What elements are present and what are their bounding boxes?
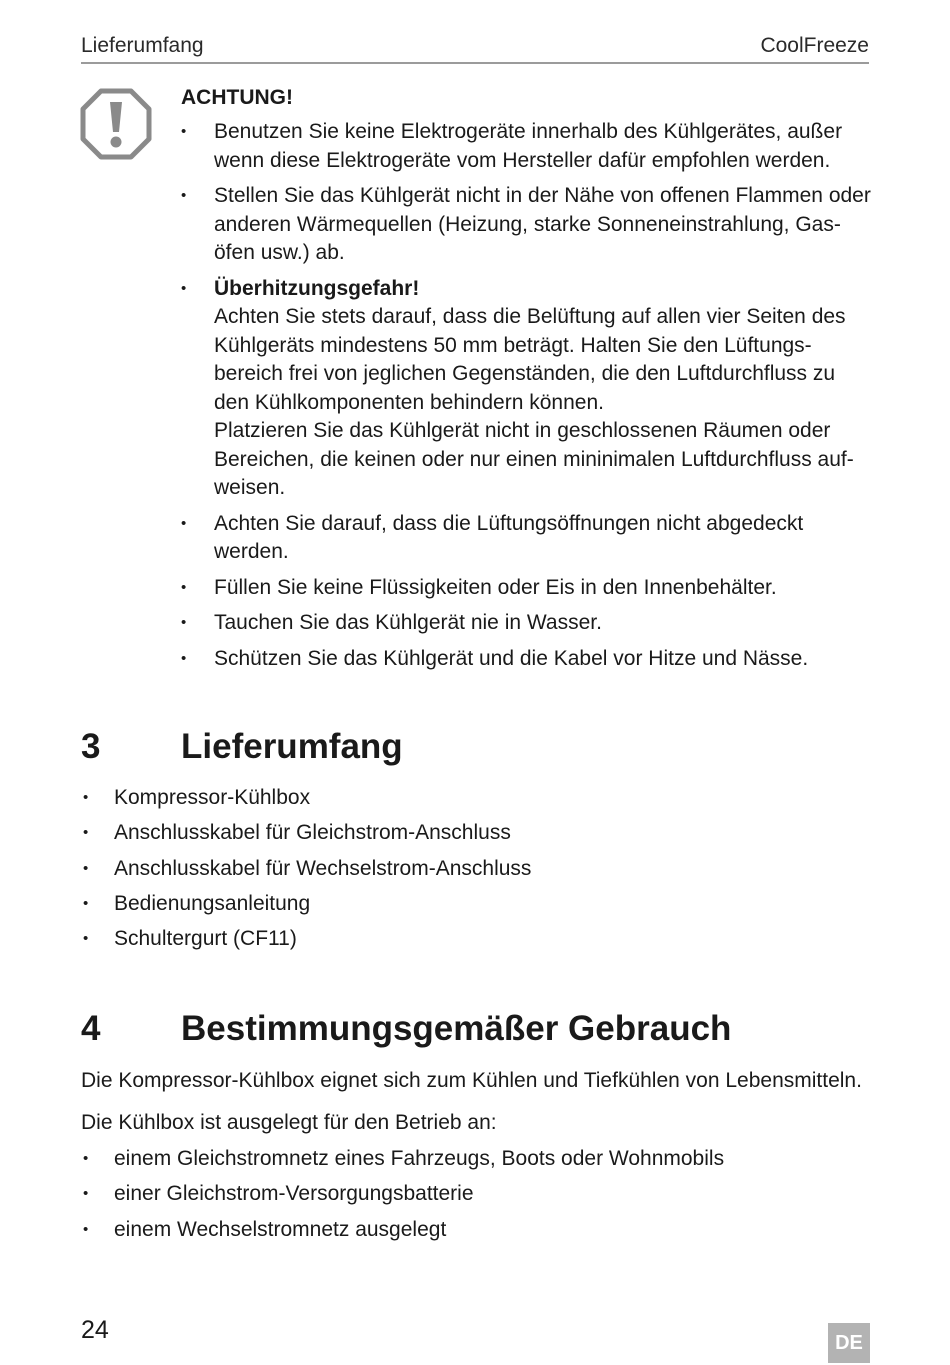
warning-item-line: • Tauchen Sie das Kühlgerät nie in Wasser.: [214, 611, 602, 634]
warning-item-line: • Schützen Sie das Kühlgerät und die Kabel vor Hitze und Nässe.: [214, 646, 809, 670]
warning-item: [181, 510, 871, 567]
page-number: 24: [81, 1316, 109, 1344]
warning-item-line: • Benutzen Sie keine Elektrogeräte innerhalb des Kühlgerätes, außer: [214, 120, 843, 143]
list-item: • Kompressor-Kühlbox: [81, 784, 871, 812]
warning-item-line: • Achten Sie darauf, dass die Lüftungsöffnungen nicht abgedeckt: [214, 511, 804, 535]
power-source-list: [81, 1145, 871, 1251]
warning-item-line: Kühlgeräts mindestens 50 mm beträgt. Halten Sie den Lüftungs-: [214, 333, 812, 357]
section-title: Bestimmungsgemäßer Gebrauch: [181, 1009, 732, 1048]
page-header: [81, 30, 869, 64]
section-number: 3: [81, 727, 101, 766]
warning-item-line: bereich frei von jeglichen Gegenständen, die den Luftdurchfluss zu: [214, 362, 836, 385]
running-head-section: Lieferumfang: [81, 34, 204, 57]
warning-item-line: Bereichen, die keinen oder nur einen mininimalen Luftdurchfluss auf-: [214, 447, 854, 471]
warning-item: [181, 275, 871, 503]
warning-item: [181, 609, 871, 638]
list-item: • einer Gleichstrom-Versorgungsbatterie: [81, 1180, 871, 1208]
list-item: • einem Wechselstromnetz ausgelegt: [81, 1216, 871, 1244]
warning-item-line: den Kühlkomponenten behindern können.: [214, 390, 604, 414]
list-item: • Anschlusskabel für Wechselstrom-Anschluss: [81, 855, 871, 883]
warning-item-line: • Füllen Sie keine Flüssigkeiten oder Eis in den Innenbehälter.: [214, 575, 777, 599]
intended-use-paragraph: Die Kompressor-Kühlbox eignet sich zum Kühlen und Tiefkühlen von Lebensmitteln.: [81, 1069, 862, 1092]
operation-paragraph: Die Kühlbox ist ausgelegt für den Betrieb an:: [81, 1111, 497, 1134]
warning-block: [181, 84, 871, 680]
warning-item-line: anderen Wärmequellen (Heizung, starke Sonneneinstrahlung, Gas-: [214, 212, 841, 236]
warning-title: ACHTUNG!: [181, 86, 293, 109]
section-3-heading: [81, 727, 403, 767]
warning-octagon-icon: [80, 88, 152, 160]
list-item: • Bedienungsanleitung: [81, 890, 871, 918]
warning-item-line: werden.: [214, 540, 289, 563]
warning-item-line: Achten Sie stets darauf, dass die Belüftung auf allen vier Seiten des: [214, 305, 846, 328]
section-4-heading: [81, 1009, 731, 1049]
list-item: • Schultergurt (CF11): [81, 925, 871, 953]
warning-item-line: öfen usw.) ab.: [214, 241, 345, 264]
warning-item-line: weisen.: [214, 476, 286, 499]
list-item: • einem Gleichstromnetz eines Fahrzeugs, Boots oder Wohnmobils: [81, 1145, 871, 1173]
warning-item: [181, 574, 871, 603]
scope-of-delivery-list: [81, 784, 871, 960]
warning-item: [181, 645, 871, 674]
warning-item-line: wenn diese Elektrogeräte vom Hersteller dafür empfohlen werden.: [214, 148, 831, 172]
warning-item-line: Platzieren Sie das Kühlgerät nicht in geschlossenen Räumen oder: [214, 419, 831, 442]
warning-item: [181, 118, 871, 175]
list-item: • Anschlusskabel für Gleichstrom-Anschluss: [81, 819, 871, 847]
warning-item-heading: • Überhitzungsgefahr!: [214, 276, 420, 300]
section-title: Lieferumfang: [181, 727, 403, 766]
warning-item-line: • Stellen Sie das Kühlgerät nicht in der Nähe von offenen Flammen oder: [214, 184, 871, 207]
warning-item: [181, 182, 871, 268]
warning-list: [181, 118, 871, 673]
language-badge: DE: [828, 1323, 870, 1363]
running-head-product: CoolFreeze: [760, 34, 869, 57]
section-number: 4: [81, 1009, 101, 1048]
